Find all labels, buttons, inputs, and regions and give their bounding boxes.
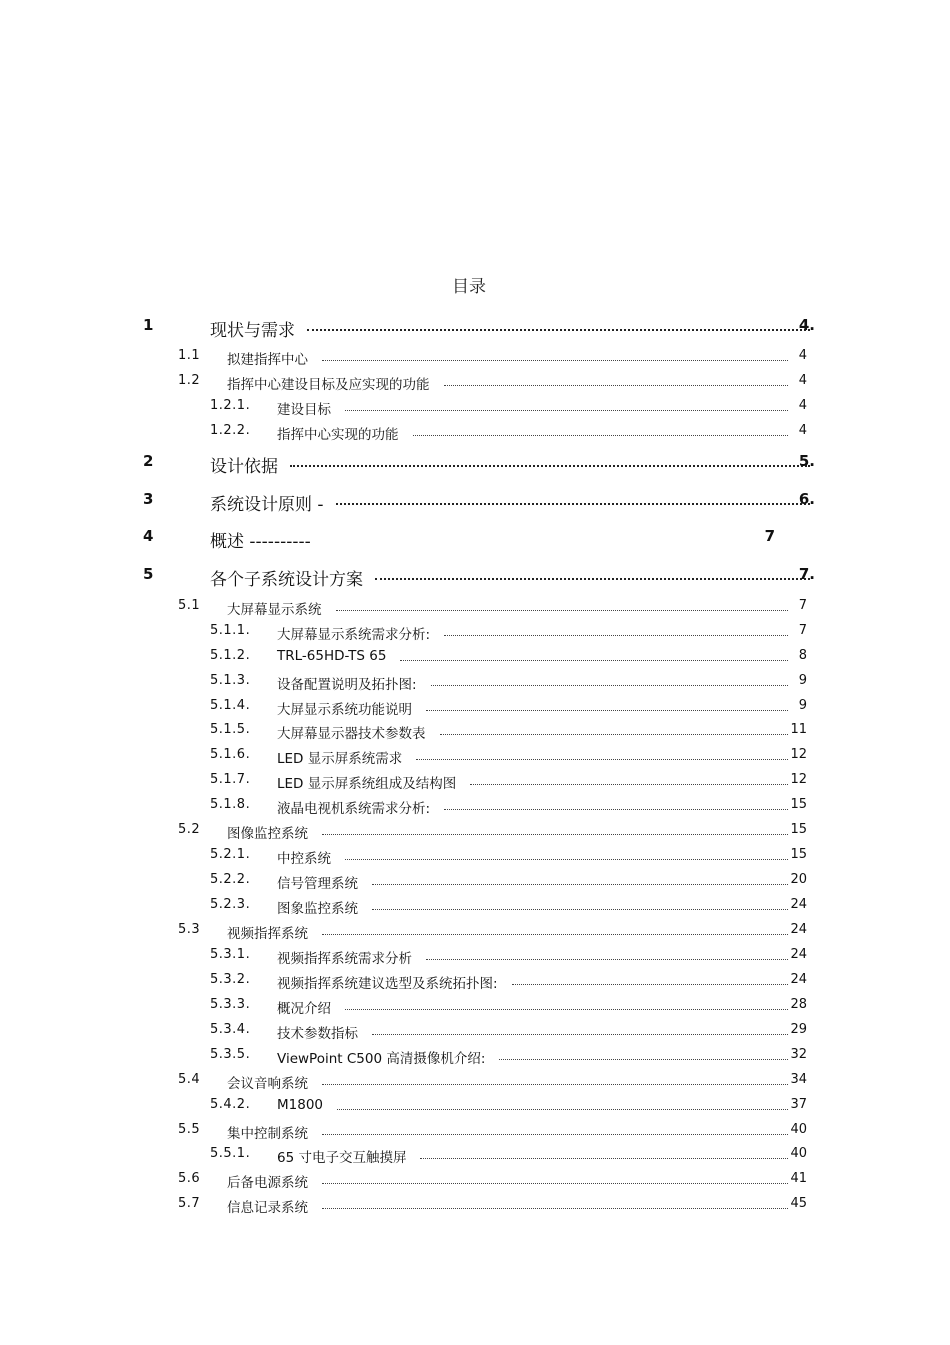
toc-leader-dots (322, 922, 788, 935)
toc-entry[interactable] (0, 747, 950, 767)
toc-leader-dots (336, 598, 789, 611)
toc-entry-title: 图象监控系统 (277, 901, 358, 917)
toc-entry[interactable] (0, 398, 950, 418)
toc-entry-title: 设计依据 (210, 457, 278, 477)
toc-leader-dots (345, 997, 788, 1010)
toc-entry-number: 5.2.2. (210, 872, 251, 887)
toc-leader-dots (372, 872, 788, 885)
toc-entry-title: M1800 (277, 1097, 324, 1113)
toc-entry-page: 15 (790, 822, 807, 837)
toc-entry-page: 7. (798, 565, 815, 583)
toc-entry-number: 5.3 (178, 922, 201, 937)
toc-entry-title: 65 寸电子交互触摸屏 (277, 1150, 407, 1166)
toc-entry[interactable] (0, 698, 950, 718)
toc-entry-number: 5.1.6. (210, 747, 251, 762)
toc-entry-page: 34 (790, 1072, 807, 1087)
toc-entry-title: 各个子系统设计方案 (210, 570, 363, 590)
toc-entry-page: 11 (790, 722, 807, 737)
toc-entry-title: 液晶电视机系统需求分析: (277, 801, 431, 817)
toc-entry[interactable] (0, 1097, 950, 1117)
toc-entry-number: 5.7 (178, 1196, 201, 1211)
toc-entry-number: 5 (143, 565, 154, 583)
toc-entry[interactable] (0, 797, 950, 817)
toc-entry-number: 1.2 (178, 373, 201, 388)
toc-entry-page: 9 (798, 673, 807, 688)
toc-entry[interactable] (0, 648, 950, 668)
toc-leader-dots (444, 623, 788, 636)
toc-entry-page: 24 (790, 922, 807, 937)
toc-entry-title: 视频指挥系统需求分析 (277, 951, 412, 967)
toc-entry-title: 概况介绍 (277, 1001, 331, 1017)
toc-entry[interactable] (0, 872, 950, 892)
toc-entry-number: 5.5.1. (210, 1146, 251, 1161)
toc-entry[interactable] (0, 623, 950, 643)
toc-entry[interactable] (0, 1196, 950, 1216)
toc-entry[interactable] (0, 527, 950, 552)
toc-entry-page: 24 (790, 897, 807, 912)
toc-entry-number: 5.2 (178, 822, 201, 837)
toc-entry[interactable] (0, 1146, 950, 1166)
toc-entry-number: 5.1.4. (210, 698, 251, 713)
toc-entry-number: 5.1.8. (210, 797, 251, 812)
toc-leader-dots (322, 1072, 788, 1085)
toc-entry[interactable] (0, 373, 950, 393)
toc-entry-page: 29 (790, 1022, 807, 1037)
toc-leader-dots (420, 1146, 788, 1159)
toc-entry-number: 5.1 (178, 598, 201, 613)
toc-leader-dots (372, 1022, 788, 1035)
toc-leader-dots (444, 373, 789, 386)
toc-entry-number: 3 (143, 490, 154, 508)
toc-entry-page: 12 (790, 772, 807, 787)
toc-entry-page: 4 (798, 423, 807, 438)
toc-entry-number: 1.1 (178, 348, 201, 363)
toc-entry[interactable] (0, 348, 950, 368)
toc-entry[interactable] (0, 772, 950, 792)
toc-entry-page: 24 (790, 972, 807, 987)
toc-entry[interactable] (0, 722, 950, 742)
toc-entry-number: 2 (143, 452, 154, 470)
toc-entry-title: 系统设计原则 - (210, 495, 324, 515)
toc-entry-page: 7 (798, 623, 807, 638)
toc-leader-dots (431, 673, 788, 686)
toc-entry-number: 5.3.1. (210, 947, 251, 962)
toc-leader-dots (426, 947, 788, 960)
toc-entry-page: 7 (764, 527, 775, 545)
toc-entry-page: 6. (798, 490, 815, 508)
toc-entry-number: 5.3.2. (210, 972, 251, 987)
toc-entry-title: LED 显示屏系统需求 (277, 751, 403, 767)
toc-leader-dots (499, 1047, 788, 1060)
toc-leader-dots (375, 565, 810, 580)
toc-entry-number: 5.2.1. (210, 847, 251, 862)
toc-entry-number: 4 (143, 527, 154, 545)
toc-entry[interactable] (0, 673, 950, 693)
toc-entry-title: 大屏幕显示器技术参数表 (277, 726, 426, 742)
toc-entry-title: ViewPoint C500 高清摄像机介绍: (277, 1051, 486, 1067)
toc-leader-dots (322, 822, 788, 835)
toc-entry-title: 设备配置说明及拓扑图: (277, 677, 417, 693)
toc-entry[interactable] (0, 947, 950, 967)
toc-entry-title: 拟建指挥中心 (227, 352, 308, 368)
toc-entry-number: 1.2.2. (210, 423, 251, 438)
toc-entry[interactable] (0, 1047, 950, 1067)
toc-entry-number: 5.5 (178, 1122, 201, 1137)
toc-leader-dots (337, 1097, 788, 1110)
page-title: 目录 (452, 277, 486, 297)
toc-entry-number: 5.3.3. (210, 997, 251, 1012)
toc-entry[interactable] (0, 565, 950, 590)
toc-leader-dots (372, 897, 788, 910)
toc-entry-title: 视频指挥系统建议选型及系统拓扑图: (277, 976, 498, 992)
toc-entry-number: 5.4.2. (210, 1097, 251, 1112)
toc-leader-dots (416, 747, 788, 760)
toc-entry-page: 4 (798, 398, 807, 413)
toc-entry-number: 5.6 (178, 1171, 201, 1186)
toc-leader-dots (290, 452, 810, 467)
toc-entry-title: 中控系统 (277, 851, 331, 867)
toc-leader-dots (440, 722, 789, 735)
toc-entry-page: 41 (790, 1171, 807, 1186)
toc-leader-dots (345, 398, 788, 411)
toc-entry-title: 大屏显示系统功能说明 (277, 702, 412, 718)
toc-leader-dots (512, 972, 788, 985)
toc-leader-dots (426, 698, 788, 711)
toc-entry-page: 8 (798, 648, 807, 663)
toc-entry-title: 信号管理系统 (277, 876, 358, 892)
toc-entry-page: 24 (790, 947, 807, 962)
toc-leader-dots (413, 423, 789, 436)
toc-entry[interactable] (0, 997, 950, 1017)
toc-entry-title: 后备电源系统 (227, 1175, 308, 1191)
toc-entry-page: 4 (798, 373, 807, 388)
toc-entry-page: 37 (790, 1097, 807, 1112)
toc-entry[interactable] (0, 1072, 950, 1092)
toc-entry-number: 5.3.5. (210, 1047, 251, 1062)
toc-entry-title: 技术参数指标 (277, 1026, 358, 1042)
toc-entry[interactable] (0, 316, 950, 341)
toc-entry-title: 概述 ---------- (210, 532, 311, 552)
toc-entry-title: 图像监控系统 (227, 826, 308, 842)
toc-entry-title: LED 显示屏系统组成及结构图 (277, 776, 457, 792)
toc-entry-title: 会议音响系统 (227, 1076, 308, 1092)
toc-entry-page: 5. (798, 452, 815, 470)
toc-entry-number: 1.2.1. (210, 398, 251, 413)
toc-entry-number: 5.1.2. (210, 648, 251, 663)
toc-entry[interactable] (0, 423, 950, 443)
toc-entry-page: 28 (790, 997, 807, 1012)
toc-leader-dots (307, 316, 810, 331)
toc-entry-title: 建设目标 (277, 402, 331, 418)
toc-entry[interactable] (0, 1122, 950, 1142)
toc-entry-number: 5.1.5. (210, 722, 251, 737)
toc-leader-dots (322, 348, 788, 361)
toc-entry-number: 5.1.7. (210, 772, 251, 787)
toc-entry-title: 信息记录系统 (227, 1200, 308, 1216)
toc-entry[interactable] (0, 847, 950, 867)
toc-entry[interactable] (0, 897, 950, 917)
toc-leader-dots (345, 847, 788, 860)
toc-entry[interactable] (0, 822, 950, 842)
toc-leader-dots (336, 490, 810, 505)
toc-leader-dots (444, 797, 788, 810)
toc-entry-title: TRL-65HD-TS 65 (277, 648, 387, 664)
toc-entry[interactable] (0, 490, 950, 515)
toc-entry[interactable] (0, 452, 950, 477)
toc-entry-page: 9 (798, 698, 807, 713)
toc-entry-page: 40 (790, 1146, 807, 1161)
toc-entry-page: 4. (798, 316, 815, 334)
toc-entry-number: 5.4 (178, 1072, 201, 1087)
toc-entry[interactable] (0, 972, 950, 992)
toc-entry-title: 大屏幕显示系统需求分析: (277, 627, 431, 643)
toc-entry-page: 15 (790, 797, 807, 812)
toc-leader-dots (400, 648, 788, 661)
toc-entry-page: 4 (798, 348, 807, 363)
toc-entry[interactable] (0, 1022, 950, 1042)
toc-entry-page: 40 (790, 1122, 807, 1137)
toc-entry-page: 12 (790, 747, 807, 762)
toc-entry-page: 45 (790, 1196, 807, 1211)
toc-entry[interactable] (0, 922, 950, 942)
toc-entry-title: 现状与需求 (210, 321, 295, 341)
toc-entry-page: 20 (790, 872, 807, 887)
toc-entry-number: 5.2.3. (210, 897, 251, 912)
toc-leader-dots (322, 1196, 788, 1209)
toc-entry-title: 视频指挥系统 (227, 926, 308, 942)
toc-entry-page: 32 (790, 1047, 807, 1062)
toc-entry-title: 指挥中心实现的功能 (277, 427, 399, 443)
toc-entry-title: 指挥中心建设目标及应实现的功能 (227, 377, 430, 393)
toc-entry-number: 5.1.3. (210, 673, 251, 688)
toc-entry-page: 7 (798, 598, 807, 613)
toc-entry-title: 大屏幕显示系统 (227, 602, 322, 618)
toc-entry[interactable] (0, 598, 950, 618)
toc-entry-title: 集中控制系统 (227, 1126, 308, 1142)
toc-entry[interactable] (0, 1171, 950, 1191)
toc-entry-number: 1 (143, 316, 154, 334)
toc-entry-page: 15 (790, 847, 807, 862)
toc-leader-dots (322, 1122, 788, 1135)
toc-leader-dots (470, 772, 788, 785)
toc-leader-dots (322, 1171, 788, 1184)
toc-entry-number: 5.1.1. (210, 623, 251, 638)
toc-entry-number: 5.3.4. (210, 1022, 251, 1037)
